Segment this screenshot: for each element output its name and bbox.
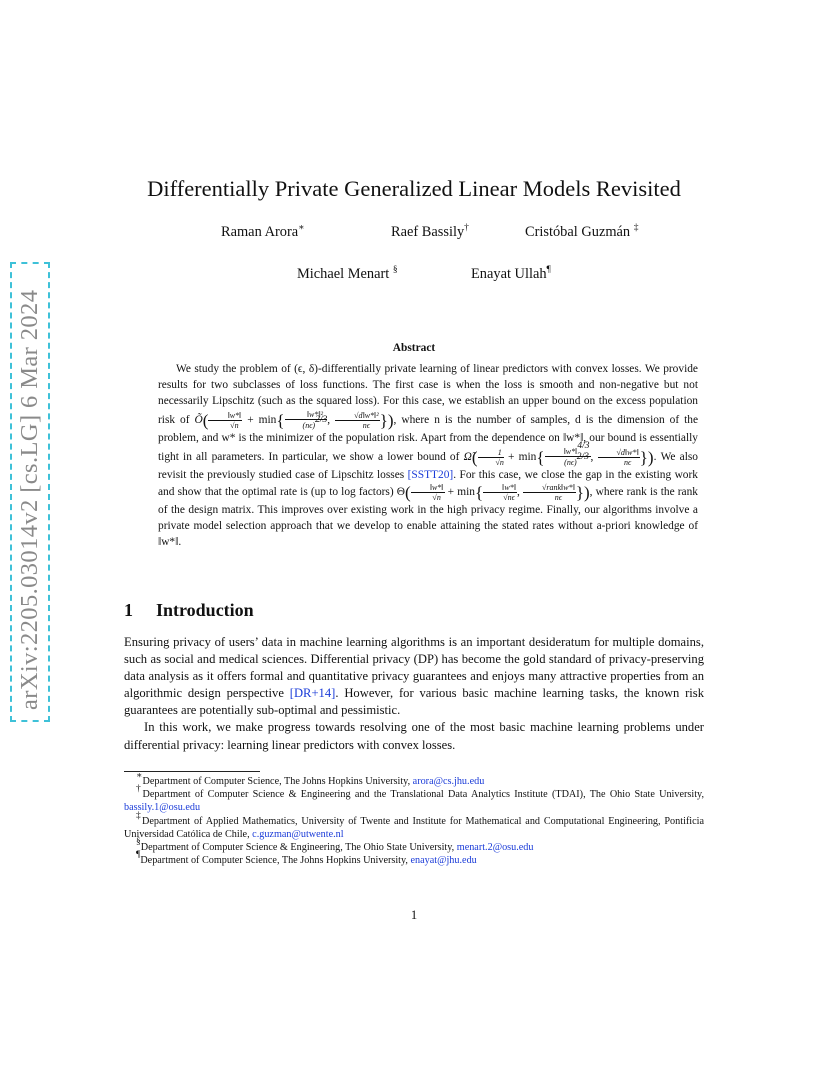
footnote-guzman: ‡Department of Applied Mathematics, University of Twente and Institute for Mathematical and Computational Engineering, Pontificia Universidad Católica de Chile, c.guzman@utwente.nl — [124, 810, 705, 840]
abstract-text-2: where n is the number of samples, d is the dimension of the problem, and w* is the minimizer of the population risk. Apart from the dependence on ‖w*‖, our bound is essentially tight in all parameters. In particular, we show a lower bound of — [158, 413, 698, 463]
footnote-rule — [124, 771, 260, 772]
paper-title: Differentially Private Generalized Linear Models Revisited — [147, 176, 681, 201]
email-link-arora[interactable]: arora@cs.jhu.edu — [412, 776, 485, 787]
citation-dr14[interactable]: [DR+14] — [289, 686, 336, 701]
optimal-rate-formula: Θ( $\frac{‖w*‖}{√n}$ + min{ $\frac{‖w*‖}{√n\epsilon}$ , $\frac{\text{√rank‖w*‖}}{n\epsilon}$ }) — [396, 483, 590, 503]
footnote-bassily: †Department of Computer Science & Engineering and the Translational Data Analytics Institute (TDAI), The Ohio State University, bassily.1@osu.edu — [124, 784, 705, 814]
footnote-arora: ∗Department of Computer Science, The Johns Hopkins University, arora@cs.jhu.edu — [136, 771, 485, 787]
section-heading-introduction: 1 Introduction — [124, 600, 254, 620]
upper-bound-formula: Õ( $\frac{‖w*‖}{√n}$ + min{ $\frac{\text{‖w*‖²}}{(n\epsilon)^{2/3}}$ , $\frac{\text{√d‖w*‖²}}{n\epsilon}$ }), — [194, 409, 397, 430]
author-ullah: Enayat Ullah¶ — [471, 265, 551, 282]
abstract-text-1: We study the problem of (ϵ, δ)-differentially private learning of linear predictors with convex losses. We provide results for two subclasses of loss functions. The first case is when the loss is smooth and non-negative but not necessarily Lipschitz (such as the squared loss). For this case, we establish an upper bound on the excess population risk of — [158, 363, 698, 426]
author-bassily: Raef Bassily† — [391, 223, 469, 240]
intro-text-1: Ensuring privacy of users’ data in machine learning algorithms is an important desideratum for multiple domains, such as social and medical sciences. Differential privacy (DP) has become the gold standard of privacy-preserving data analysis as it offers formal and quantitative privacy guarantees and enjoys many attractive properties from an algorithmic design perspective — [124, 635, 704, 701]
email-link-bassily[interactable]: bassily.1@osu.edu — [124, 802, 201, 814]
abstract-text-4: . For this case, we close the gap in the existing work and show that the optimal rate is (up to log factors) — [158, 468, 698, 499]
email-link-ullah[interactable]: enayat@jhu.edu — [410, 855, 477, 867]
page-number: 1 — [410, 908, 418, 922]
footnotes — [124, 771, 705, 867]
arxiv-identifier: arXiv:2205.03014v2 [cs.LG] 6 Mar 2024 — [16, 289, 43, 710]
email-link-menart[interactable]: menart.2@osu.edu — [456, 842, 534, 854]
introduction-body — [124, 634, 704, 754]
abstract-heading: Abstract — [392, 342, 436, 354]
footnote-menart: §Department of Computer Science & Engineering, The Ohio State University, menart.2@osu.edu — [136, 837, 534, 854]
author-menart: Michael Menart § — [297, 265, 398, 282]
intro-text-2: . However, for various basic machine learning tasks, the known risk guarantees are potentially sub-optimal and pessimistic. — [124, 686, 704, 718]
lower-bound-formula: Ω̃( $\frac{1}{√n}$ + min{ $\frac{‖w*‖^{4/3}}{(n\epsilon)^{2/3}}$ , $\frac{√d‖w*‖}{n\epsilon}$ }). — [463, 440, 657, 467]
author-guzman: Cristóbal Guzmán ‡ — [525, 223, 639, 240]
abstract-text-3: We also revisit the previously studied case of Lipschitz losses — [158, 450, 698, 481]
intro-paragraph-2: In this work, we make progress towards resolving one of the most basic machine learning problems under differential privacy: learning linear predictors with convex losses. — [124, 720, 704, 752]
author-arora: Raman Arora∗ — [221, 223, 305, 240]
email-link-guzman[interactable]: c.guzman@utwente.nl — [252, 828, 344, 840]
abstract-text-5: , where rank is the rank of the design matrix. This improves over existing work in the high privacy regime. Finally, our algorithms involve a private model selection approach that we develop to enable attaining the stated rates without a-priori knowledge of ‖w*‖. — [158, 486, 698, 549]
footnote-ullah: ¶Department of Computer Science, The Johns Hopkins University, enayat@jhu.edu — [136, 850, 477, 867]
citation-sstt20[interactable]: [SSTT20] — [407, 468, 454, 481]
abstract-body — [158, 361, 698, 551]
